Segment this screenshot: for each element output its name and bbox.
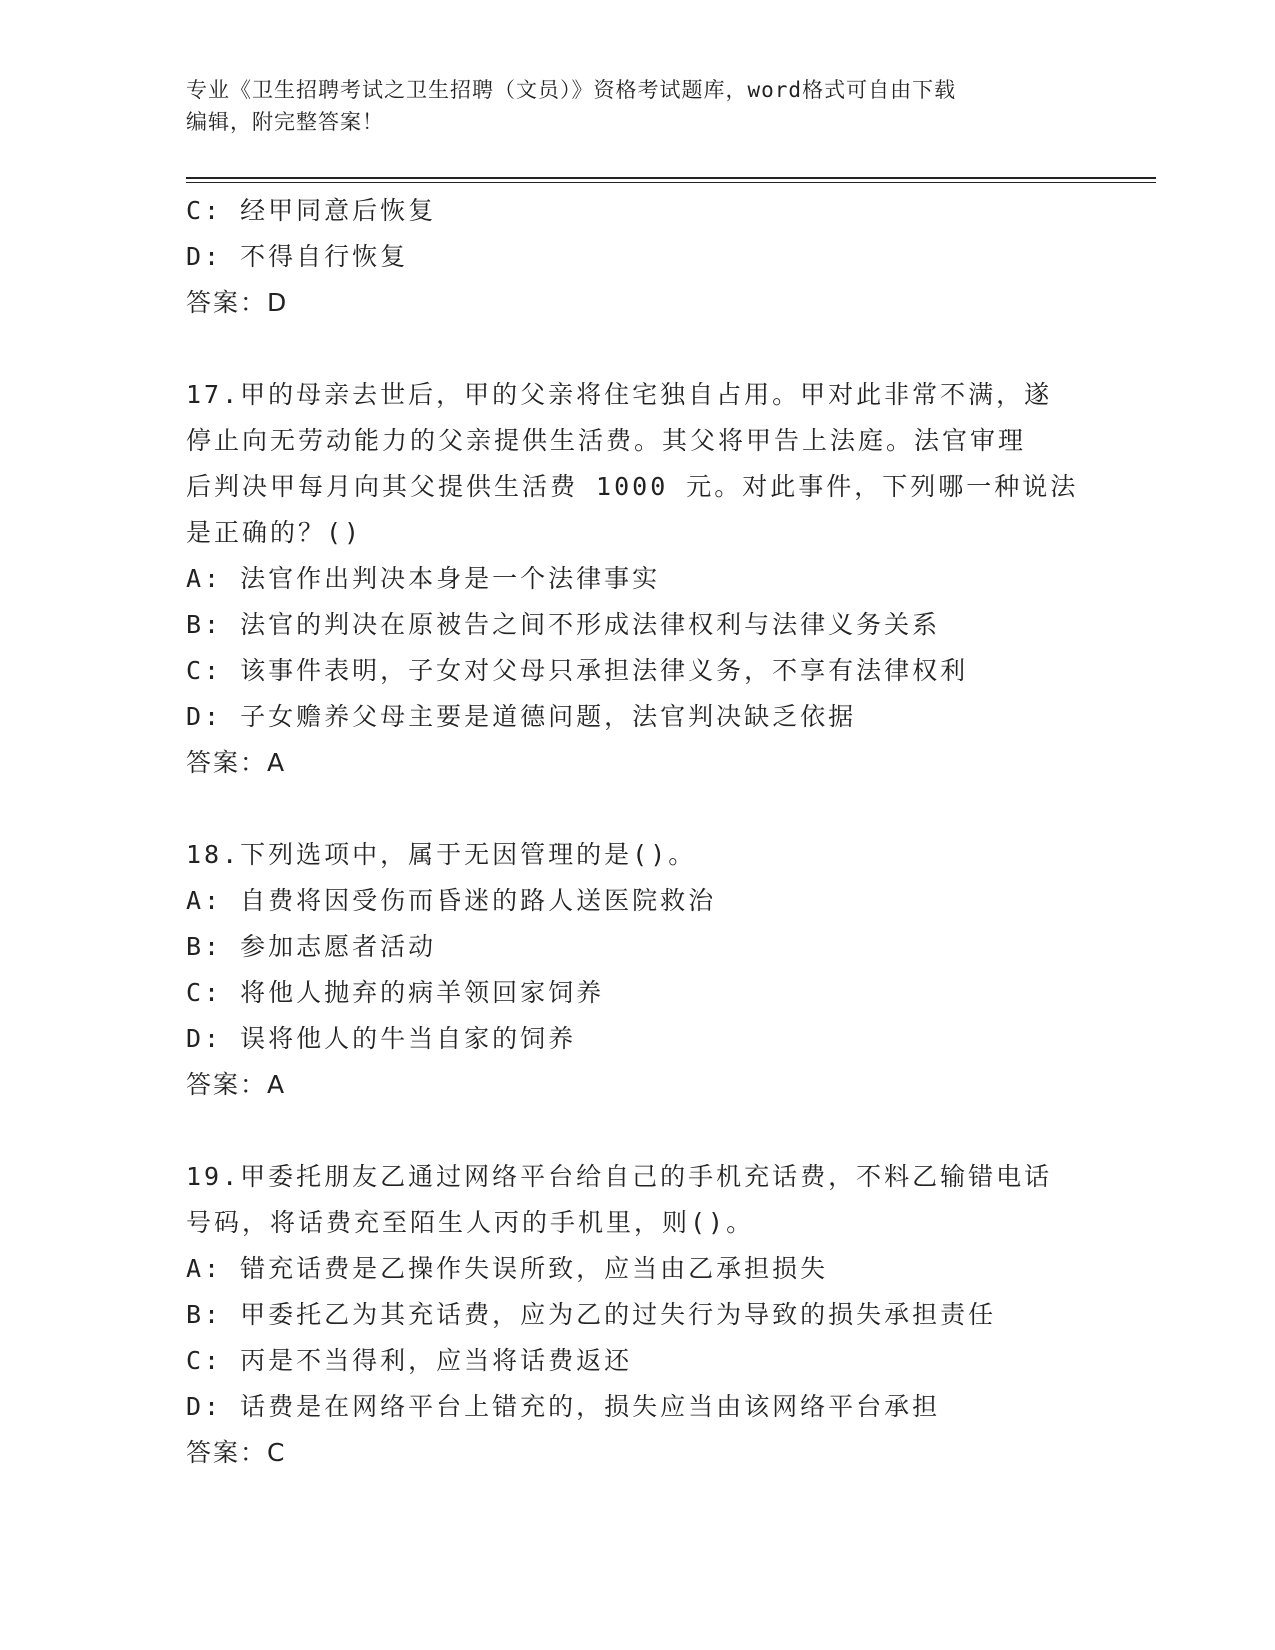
answer-line: 答案：C: [186, 1438, 287, 1467]
question-stem-line: 19.甲委托朋友乙通过网络平台给自己的手机充话费，不料乙输错电话: [186, 1162, 1053, 1191]
question-stem-line: 17.甲的母亲去世后，甲的父亲将住宅独自占用。甲对此非常不满，遂: [186, 380, 1053, 409]
document-header: [186, 74, 1086, 138]
header-divider-thin: [186, 182, 1156, 183]
option-b: B: 甲委托乙为其充话费，应为乙的过失行为导致的损失承担责任: [186, 1300, 997, 1329]
option-a: A: 错充话费是乙操作失误所致，应当由乙承担损失: [186, 1254, 829, 1283]
option-c: C: 丙是不当得利，应当将话费返还: [186, 1346, 633, 1375]
previous-question-tail: [186, 188, 1086, 326]
question-stem-line: 是正确的？(): [186, 518, 363, 547]
option-d: D: 不得自行恢复: [186, 242, 409, 271]
question-18: [186, 832, 1086, 1108]
option-c: C: 经甲同意后恢复: [186, 196, 437, 225]
question-19: [186, 1154, 1086, 1476]
option-d: D: 话费是在网络平台上错充的，损失应当由该网络平台承担: [186, 1392, 941, 1421]
question-17: [186, 372, 1086, 786]
option-a: A: 自费将因受伤而昏迷的路人送医院救治: [186, 886, 717, 915]
answer-line: 答案：A: [186, 748, 287, 777]
question-stem-line: 停止向无劳动能力的父亲提供生活费。其父将甲告上法庭。法官审理: [186, 426, 1027, 455]
header-divider-thick: [186, 177, 1156, 179]
question-stem-line: 后判决甲每月向其父提供生活费 1000 元。对此事件，下列哪一种说法: [186, 472, 1079, 501]
answer-line: 答案：A: [186, 1070, 287, 1099]
answer-line: 答案：D: [186, 288, 289, 317]
option-b: B: 法官的判决在原被告之间不形成法律权利与法律义务关系: [186, 610, 941, 639]
header-line-2: 编辑，附完整答案！: [186, 110, 384, 134]
spacer: [186, 786, 1086, 832]
option-d: D: 子女赡养父母主要是道德问题，法官判决缺乏依据: [186, 702, 857, 731]
option-a: A: 法官作出判决本身是一个法律事实: [186, 564, 661, 593]
question-stem-line: 18.下列选项中，属于无因管理的是()。: [186, 840, 697, 869]
header-line-1: 专业《卫生招聘考试之卫生招聘（文员）》资格考试题库，word格式可自由下载: [186, 78, 957, 102]
spacer: [186, 1108, 1086, 1154]
question-stem-line: 号码，将话费充至陌生人丙的手机里，则()。: [186, 1208, 755, 1237]
option-b: B: 参加志愿者活动: [186, 932, 437, 961]
question-list: [186, 188, 1086, 1476]
option-c: C: 将他人抛弃的病羊领回家饲养: [186, 978, 605, 1007]
option-d: D: 误将他人的牛当自家的饲养: [186, 1024, 577, 1053]
spacer: [186, 326, 1086, 372]
option-c: C: 该事件表明，子女对父母只承担法律义务，不享有法律权利: [186, 656, 969, 685]
